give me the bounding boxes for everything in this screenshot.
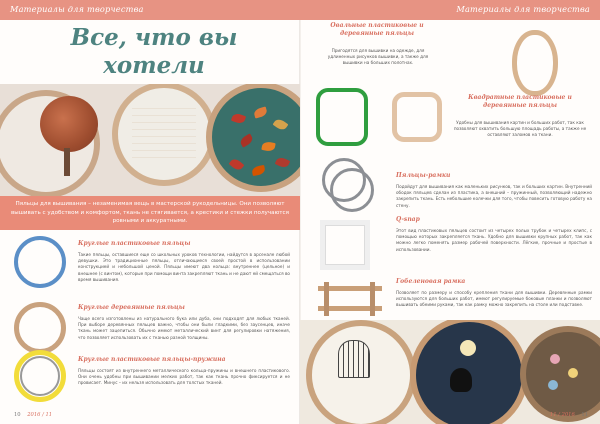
frame-bar-icon [370, 282, 375, 316]
qsnap-image [320, 220, 370, 270]
square-wood-hoop-icon [392, 92, 442, 142]
right-item-3-text: Подойдут для вышивания как маленьких рисунков, так и больших картин. Внутренний ободок пяльцев сделан из пластика, а внешний – пружинный, позволяющий надежно закрепить ткань. Есть небольшие колечки для того, чтобы повесить готовую работу на стену. [396, 184, 592, 208]
page-title-line-1: Все, что вы хотели [70, 24, 238, 79]
frame-bar-icon [324, 282, 329, 316]
right-item-5-text: Позволяет по размеру и способу крепления ткани для вышивки. Деревянные рамки используются для больших работ, имеют регулируемые боковые планки и позволяют вышивать обеими руками, так как рамку можно закрепить на столе или подставке. [396, 290, 592, 308]
frame-hoop-image [318, 158, 378, 214]
blue-hoop-icon [14, 236, 66, 288]
sampler-embroidery [132, 104, 196, 164]
right-item-4-text: Этот вид пластиковых пяльцев состоит из четырех полых трубок и четырех клипс, с помощью которых закрепляется ткань. Удобно для вышивки крупных работ, так как можно легко поменять размер рабочей поверхности. Лёгкие, прочные и простые в использовании. [396, 228, 592, 252]
right-item-1-text: Пригодятся для вышивки на одежде, для удлиненных рисунков вышивки, а также для вышивки на больших полотнах. [327, 48, 429, 66]
left-page-number: 10 [14, 412, 21, 418]
wood-hoop-icon [14, 302, 66, 354]
right-item-2-text: Удобны для вышивания картин и больших работ, так как позволяют охватить большую площадь работы, а также не оставляют заломов на ткани. [453, 120, 587, 138]
right-item-4-title: Q-snap [396, 216, 420, 223]
bottom-photo [300, 320, 600, 424]
right-item-3-title: Пяльцы-рамки [396, 172, 451, 179]
spring-ring-icon [20, 356, 60, 396]
oval-hoop-icon [512, 30, 558, 96]
tree-trunk [64, 148, 70, 176]
tapestry-frame-image [318, 278, 382, 318]
gray-ring-icon [330, 168, 374, 212]
right-section-title: Материалы для творчества [456, 4, 590, 14]
left-section-title: Материалы для творчества [10, 4, 144, 14]
bottom-hoop-flowers [520, 326, 600, 422]
plastic-hoop-image [12, 234, 68, 290]
left-item-1-title: Круглые пластиковые пяльцы [78, 240, 191, 247]
spring-hoop-image [12, 348, 68, 404]
left-item-2-title: Круглые деревянные пяльцы [78, 304, 185, 311]
intro-caption: Пяльцы для вышивания – незаменимая вещь в мастерской рукодельницы. Они позволяют вышивать с удобством и комфортом, ткань не стягивается, а крестики и стежки получаются ровными и аккуратными. [11, 201, 289, 224]
right-header-bar [300, 0, 600, 20]
left-footer [14, 412, 52, 418]
left-item-3-text: Пяльцы состоят из внутреннего металлического кольца-пружины и внешнего пластикового. Они очень удобны при вышивании мелких работ, так как ткань прочно фиксируется и не провисает. Минус – их нельзя использовать для толстых тканей. [78, 368, 290, 386]
right-page-number: 11 [581, 412, 588, 418]
flower-icon [568, 368, 578, 378]
hero-photo [0, 84, 300, 200]
left-header-bar [0, 0, 300, 20]
tree-embroidery [40, 96, 98, 152]
cat-icon [450, 368, 472, 392]
right-item-1-title: Овальные пластиковые и деревянные пяльцы [330, 22, 424, 37]
moon-icon [460, 340, 476, 356]
right-issue: 11 / 2016 [549, 412, 575, 418]
flower-icon [550, 354, 560, 364]
right-item-2-title: Квадратные пластиковые и деревянные пяльцы [468, 94, 572, 109]
right-item-5-title: Гобеленовая рамка [396, 278, 466, 285]
right-footer [550, 412, 588, 418]
left-issue: 2016 / 11 [27, 412, 53, 418]
intro-caption-band [0, 196, 300, 230]
left-item-2-text: Чаще всего изготовлены из натурального бука или дуба, они подходят для любых тканей. При выборе деревянных пяльцев важно, чтобы они были гладкими, без заусенцев, иначе ткань может зацепиться. Обычно имеют металлический винт для регулировки натяжения, что позволяет использовать их с тканью разной толщины. [78, 316, 290, 340]
birdcage-embroidery [338, 340, 370, 378]
left-item-3-title: Круглые пластиковые пяльцы-пружина [78, 356, 226, 363]
green-square-hoop-icon [316, 88, 368, 146]
flower-icon [548, 380, 558, 390]
left-item-1-text: Такие пяльцы, оставшиеся еще со школьных уроков технологии, найдутся в арсенале любой девушки. Это традиционные пяльцы, отличающиеся своей простой в использовании конструкцией и небольшой ценой. Пяльцы имеют два кольца: внутреннее (цельное) и внешнее (с винтом), которые при помощи винта закрепляют ткань и не дают ей смещаться во время вышивания. [78, 252, 290, 282]
